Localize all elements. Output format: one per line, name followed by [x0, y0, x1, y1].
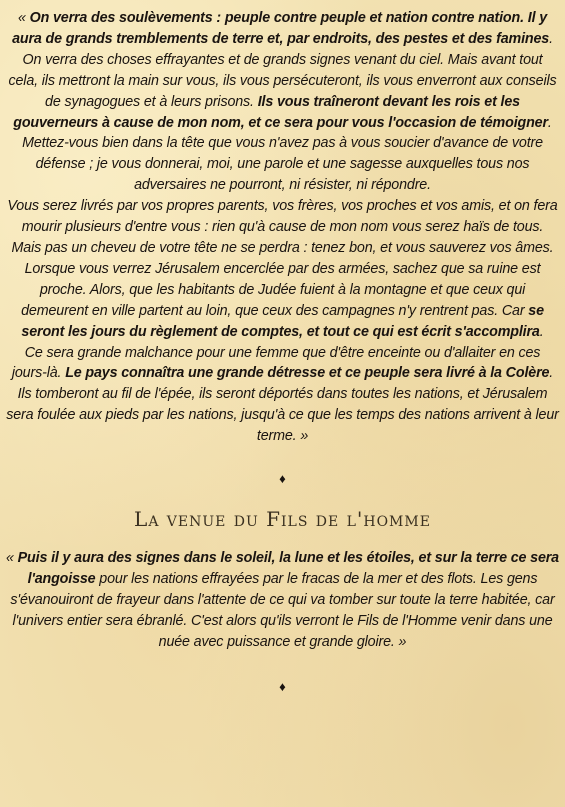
emphasis-text: On verra des soulèvements : peuple contre peuple et nation contre nation. Il y aura de grands tremblements de terre et, par endroits, des pestes et des famines	[12, 10, 550, 47]
passage-2	[6, 548, 559, 653]
paragraph	[6, 196, 559, 259]
body-text: . Ils tomberont au fil de l'épée, ils seront déportés dans toutes les nations, et Jérusalem sera foulée aux pieds par les nations, jusqu'à ce que les temps des nations arrivent à leur terme. »	[6, 365, 559, 445]
body-text: Mettez-vous bien dans la tête que vous n'avez pas à vous soucier d'avance de votre défense ; je vous donnerai, moi, une parole et une sagesse auxquelles tous nos adversaires ne pourront, ni résister, ni répondre.	[22, 135, 543, 194]
body-text: pour les nations effrayées par le fracas de la mer et des flots. Les gens s'évanouiront de frayeur dans l'attente de ce qui va tomber sur toute la terre habitée, car l'univers entier sera ébranlé. C'est alors qu'ils verront le Fils de l'Homme venir dans une nuée avec puissance et grande gloire. »	[10, 570, 555, 650]
emphasis-text: Ils vous traîneront devant les rois et les gouverneurs à cause de mon nom, et ce sera pour vous l'occasion de témoigner	[13, 93, 548, 131]
emphasis-text: Le pays connaîtra une grande détresse et ce peuple sera livré à la Colère	[65, 365, 550, 382]
paragraph	[6, 548, 559, 653]
section-heading: La venue du Fils de l'homme	[134, 507, 431, 532]
paragraph	[6, 8, 559, 133]
body-text: Lorsque vous verrez Jérusalem encerclée par des armées, sachez que sa ruine est proche. Alors, que les habitants de Judée fuient à la montagne et que ceux qui demeurent en ville partent au loin, que ceux des campagnes n'y rentrent pas. Car	[21, 260, 541, 319]
paragraph	[6, 133, 559, 196]
paragraph	[6, 343, 559, 448]
passage-1	[6, 8, 559, 447]
emphasis-text: se seront les jours du règlement de comptes, et tout ce qui est écrit s'accomplira	[21, 302, 544, 340]
body-text: Ce sera grande malchance pour une femme que d'être enceinte ou d'allaiter en ces jours-là.	[11, 344, 541, 382]
diamond-separator-icon: ♦	[279, 678, 286, 694]
body-text: «	[6, 550, 18, 567]
body-text: .	[539, 323, 544, 340]
body-text: . On verra des choses effrayantes et de grands signes venant du ciel. Mais avant tout cela, ils mettront la main sur vous, ils vous persécuteront, ils vous enverront aux conseils de synagogues et à leurs prisons.	[8, 30, 557, 110]
body-text: .	[547, 114, 552, 131]
paragraph	[6, 259, 559, 343]
body-text: Vous serez livrés par vos propres parents, vos frères, vos proches et vos amis, et on fera mourir plusieurs d'entre vous : rien qu'à cause de mon nom vous serez haïs de tous. Mais pas un cheveu de votre tête ne se perdra : tenez bon, et vous sauverez vos âmes.	[7, 198, 558, 256]
body-text: «	[17, 10, 30, 26]
emphasis-text: Puis il y aura des signes dans le soleil, la lune et les étoiles, et sur la terre ce sera l'angoisse	[17, 550, 559, 587]
diamond-separator-icon: ♦	[279, 471, 286, 487]
